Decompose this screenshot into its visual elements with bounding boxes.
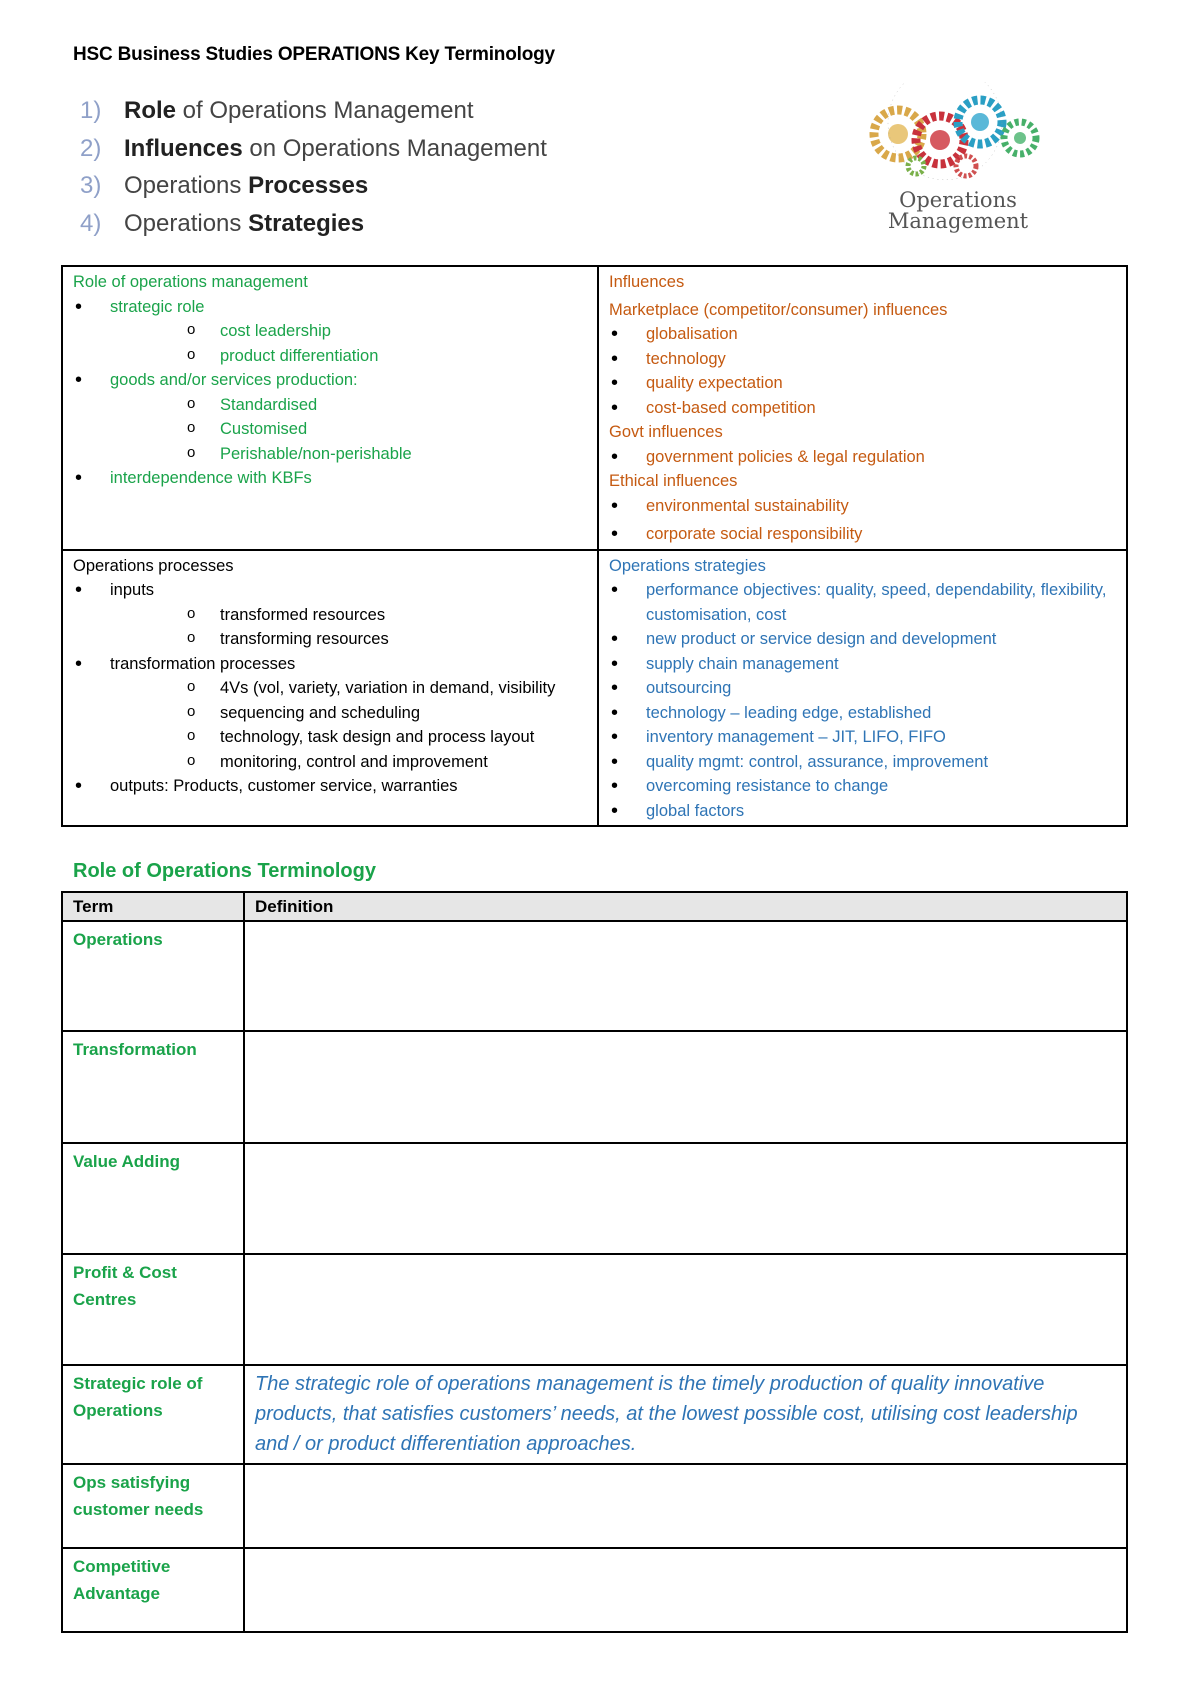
list-subitem: o monitoring, control and improvement — [110, 750, 587, 775]
processes-heading: Operations processes — [73, 556, 234, 575]
definition-cell[interactable] — [244, 1031, 1127, 1143]
term-cell: Transformation — [62, 1031, 244, 1143]
gears-icon — [874, 82, 1036, 180]
list-item — [73, 652, 587, 775]
strategies-list — [609, 578, 1116, 823]
role-heading: Role of operations management — [73, 273, 308, 291]
topic-bold: Role — [124, 97, 177, 124]
influence-group-heading: Ethical influences — [609, 472, 738, 490]
topic-bold: Strategies — [248, 209, 365, 237]
table-row — [62, 1143, 1127, 1254]
influence-group-heading: Marketplace (competitor/consumer) influences — [609, 300, 948, 319]
table-row — [62, 1548, 1127, 1632]
overview-table — [61, 265, 1128, 827]
table-row — [62, 1254, 1127, 1365]
list-subitem: o 4Vs (vol, variety, variation in demand, visibility — [110, 676, 587, 701]
list-item: • quality expectation — [609, 371, 1116, 396]
role-list — [73, 295, 587, 491]
term-cell: Profit & Cost Centres — [62, 1254, 244, 1365]
definition-cell[interactable] — [244, 1143, 1127, 1254]
list-item: • performance objectives: quality, speed, dependability, flexibility, customisation, cost — [609, 578, 1116, 627]
topic-list — [80, 92, 547, 242]
page-title: HSC Business Studies OPERATIONS Key Terminology — [73, 44, 555, 65]
strategies-heading: Operations strategies — [609, 556, 766, 575]
list-item: • globalisation — [609, 322, 1116, 347]
terminology-section-title: Role of Operations Terminology — [73, 860, 376, 882]
list-subitem: o transformed resources — [110, 603, 587, 628]
list-item: • outsourcing — [609, 676, 1116, 701]
list-subitem: o sequencing and scheduling — [110, 701, 587, 726]
topic-number: 2) — [80, 134, 102, 162]
term-cell: Operations — [62, 921, 244, 1031]
term-cell: Value Adding — [62, 1143, 244, 1254]
list-item — [73, 368, 587, 466]
list-item: • corporate social responsibility — [609, 522, 1116, 547]
definition-cell[interactable] — [244, 1464, 1127, 1548]
topic-item — [80, 130, 547, 168]
list-item: • quality mgmt: control, assurance, improvement — [609, 750, 1116, 775]
list-subitem: o Customised — [110, 417, 587, 442]
topic-number: 1) — [80, 97, 102, 124]
list-item — [73, 295, 587, 369]
column-header-term: Term — [62, 892, 244, 921]
topic-pre: Operations — [124, 209, 249, 237]
term-cell: Strategic role of Operations — [62, 1365, 244, 1464]
list-item: • global factors — [609, 799, 1116, 824]
table-row — [62, 921, 1127, 1031]
list-subitem: o Standardised — [110, 393, 587, 418]
topic-pre: Operations — [124, 172, 249, 199]
list-item-label: interdependence with KBFs — [110, 469, 312, 487]
list-item: • inventory management – JIT, LIFO, FIFO — [609, 725, 1116, 750]
term-cell: Competitive Advantage — [62, 1548, 244, 1632]
list-item — [73, 774, 587, 799]
influence-group-heading: Govt influences — [609, 423, 723, 441]
list-item: • cost-based competition — [609, 396, 1116, 421]
list-item: • government policies & legal regulation — [609, 445, 1116, 470]
processes-list — [73, 578, 587, 799]
list-item: • overcoming resistance to change — [609, 774, 1116, 799]
list-item-label: outputs: Products, customer service, warranties — [110, 777, 458, 795]
influences-cell — [598, 266, 1127, 550]
operations-management-logo — [840, 82, 1076, 242]
table-row — [62, 1031, 1127, 1143]
topic-number: 3) — [80, 172, 102, 199]
definition-cell[interactable] — [244, 1548, 1127, 1632]
list-item-label: goods and/or services production: — [110, 371, 358, 389]
topic-rest: on Operations Management — [242, 134, 547, 162]
list-item: • new product or service design and development — [609, 627, 1116, 652]
list-item-label: transformation processes — [110, 654, 296, 673]
list-subitem: o cost leadership — [110, 319, 587, 344]
list-item: • environmental sustainability — [609, 494, 1116, 519]
list-item-label: strategic role — [110, 297, 205, 316]
logo-line-2: Management — [887, 209, 1029, 233]
influence-list — [609, 322, 1116, 420]
topic-rest: of Operations Management — [176, 97, 474, 124]
logo-line-1: Operations — [899, 188, 1017, 212]
topic-bold: Influences — [124, 134, 243, 162]
strategies-cell — [598, 550, 1127, 827]
influences-heading: Influences — [609, 273, 685, 291]
influence-list — [609, 494, 1116, 547]
list-item: • technology — [609, 347, 1116, 372]
list-subitem: o Perishable/non-perishable — [110, 442, 587, 467]
role-cell — [62, 266, 598, 550]
term-cell: Ops satisfying customer needs — [62, 1464, 244, 1548]
definition-cell[interactable]: The strategic role of operations management is the timely production of quality innovative products, that satisfies customers’ needs, at the lowest possible cost, utilising cost leadership and / or product differentiation approaches. — [244, 1365, 1127, 1464]
table-row — [62, 1464, 1127, 1548]
list-subitem: o technology, task design and process layout — [110, 725, 587, 750]
topic-item — [80, 205, 547, 243]
list-item-label: inputs — [110, 581, 155, 599]
list-subitem: o transforming resources — [110, 627, 587, 652]
processes-cell — [62, 550, 598, 827]
table-row — [62, 1365, 1127, 1464]
terminology-table — [61, 891, 1128, 1633]
topic-number: 4) — [80, 209, 102, 237]
list-item — [73, 466, 587, 491]
list-item: • technology – leading edge, established — [609, 701, 1116, 726]
list-item — [73, 578, 587, 652]
list-subitem: o product differentiation — [110, 344, 587, 369]
topic-item — [80, 92, 547, 130]
influence-list — [609, 445, 1116, 470]
list-item: • supply chain management — [609, 652, 1116, 677]
topic-bold: Processes — [248, 172, 369, 199]
column-header-definition: Definition — [244, 892, 1127, 921]
definition-cell[interactable] — [244, 1254, 1127, 1365]
topic-item — [80, 167, 547, 205]
definition-cell[interactable] — [244, 921, 1127, 1031]
